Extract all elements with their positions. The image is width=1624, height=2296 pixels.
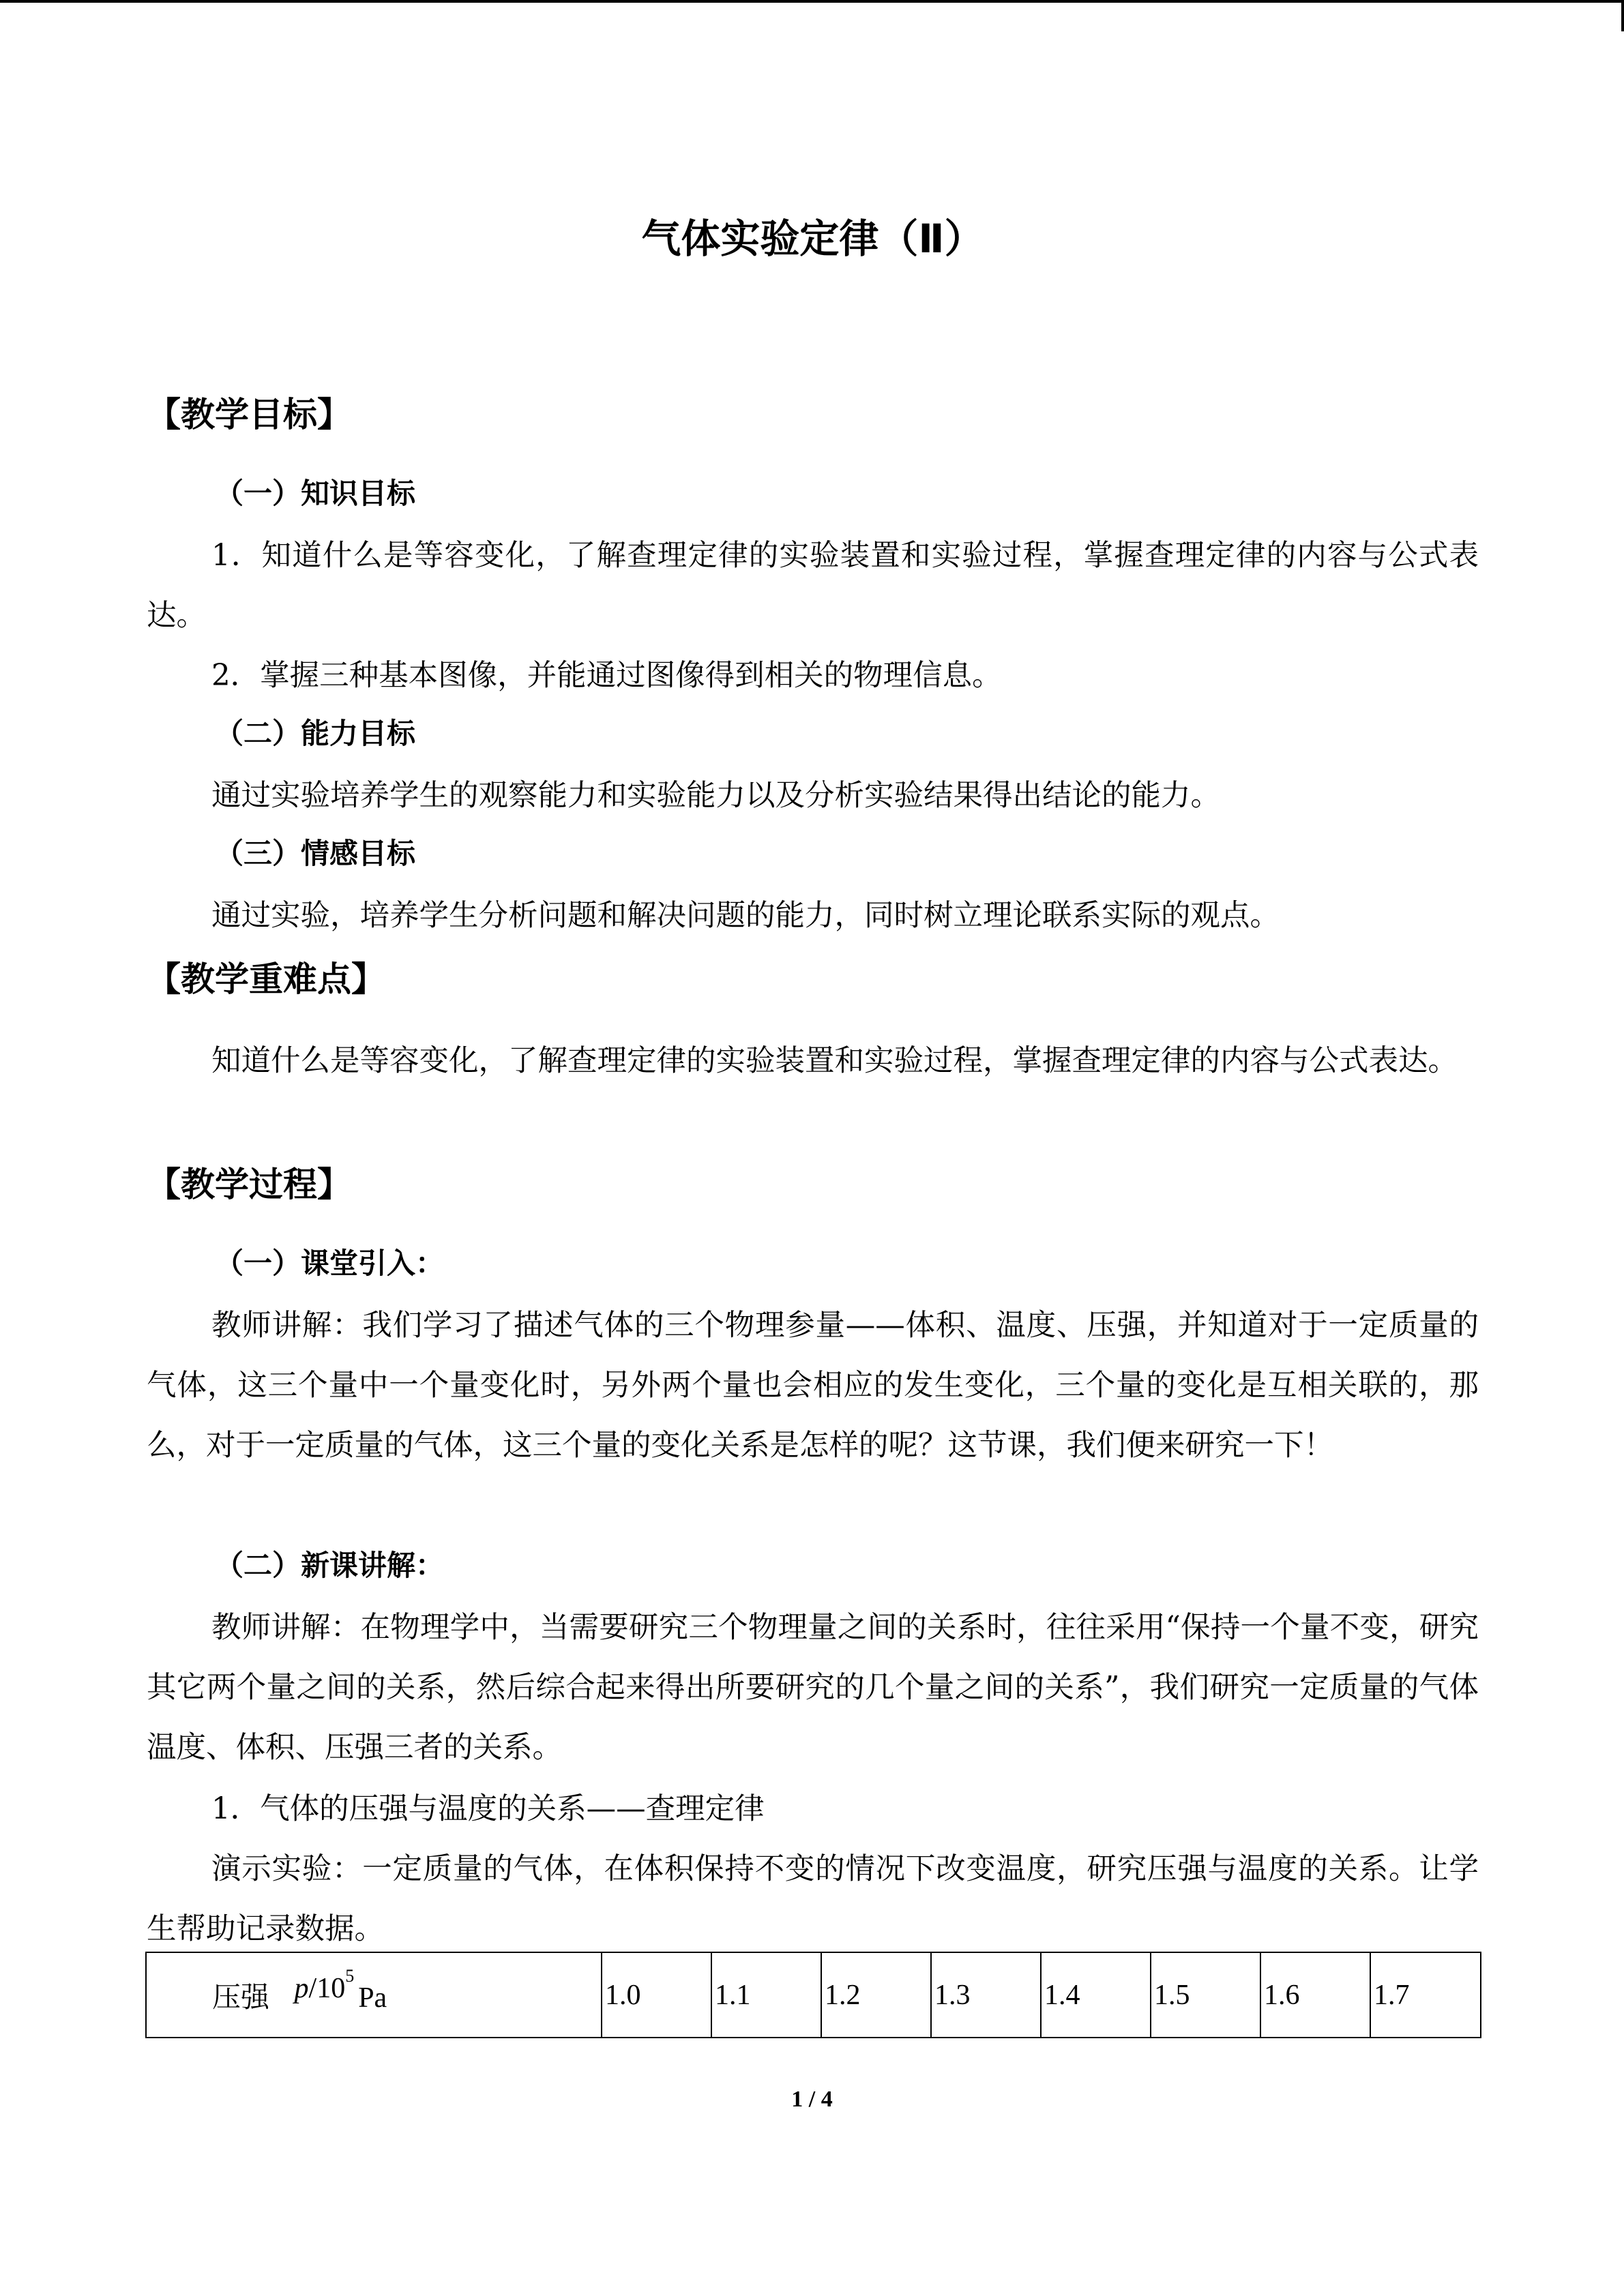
pressure-unit: Pa — [358, 1982, 387, 2014]
subheading-ability-objectives: （二）能力目标 — [215, 717, 416, 750]
pressure-exponent: 5 — [345, 1965, 355, 1986]
paragraph-ability: 通过实验培养学生的观察能力和实验能力以及分析实验结果得出结论的能力。 — [211, 779, 1220, 813]
pressure-symbol: p — [294, 1972, 309, 2004]
pressure-slash: / — [308, 1972, 317, 2004]
paragraph-knowledge-2: 2．掌握三种基本图像，并能通过图像得到相关的物理信息。 — [211, 659, 1002, 693]
right-border-line — [1621, 0, 1624, 31]
subheading-class-intro: （一）课堂引入： — [215, 1247, 445, 1280]
subheading-new-lesson: （二）新课讲解： — [215, 1549, 445, 1582]
paragraph-key-points: 知道什么是等容变化，了解查理定律的实验装置和实验过程，掌握查理定律的内容与公式表达。 — [211, 1044, 1458, 1078]
page-number: 1 / 4 — [791, 2087, 833, 2112]
pressure-base: 10 — [316, 1972, 346, 2004]
table-cell: 1.7 — [1370, 1952, 1481, 2038]
table-cell: 1.4 — [1041, 1952, 1151, 2038]
table-cell: 1.0 — [602, 1952, 711, 2038]
paragraph-knowledge-1: 1．知道什么是等容变化，了解查理定律的实验装置和实验过程，掌握查理定律的内容与公式表达。 — [147, 539, 1479, 633]
subheading-knowledge-objectives: （一）知识目标 — [215, 477, 416, 510]
pressure-label: 压强 — [212, 1980, 270, 2014]
paragraph-new-lesson: 教师讲解：在物理学中，当需要研究三个物理量之间的关系时，往往采用“保持一个量不变，研究其它两个量之间的关系，然后综合起来得出所要研究的几个量之间的关系”，我们研究一定质量的气体温度、体积、压强三者的关系。 — [147, 1611, 1479, 1765]
table-cell: 1.6 — [1260, 1952, 1370, 2038]
pressure-data-table — [145, 1952, 1481, 2038]
table-row — [146, 1952, 1481, 2038]
document-title: 气体实验定律（Ⅱ） — [641, 215, 984, 262]
table-cell: 1.1 — [711, 1952, 821, 2038]
paragraph-class-intro: 教师讲解：我们学习了描述气体的三个物理参量——体积、温度、压强，并知道对于一定质量的气体，这三个量中一个量变化时，另外两个量也会相应的发生变化，三个量的变化是互相关联的，那么，对于一定质量的气体，这三个量的变化关系是怎样的呢？这节课，我们便来研究一下！ — [147, 1309, 1479, 1463]
paragraph-item-1: 1．气体的压强与温度的关系——查理定律 — [211, 1792, 765, 1826]
paragraph-demo-experiment: 演示实验：一定质量的气体，在体积保持不变的情况下改变温度，研究压强与温度的关系。让学生帮助记录数据。 — [147, 1852, 1479, 1946]
paragraph-emotion: 通过实验，培养学生分析问题和解决问题的能力，同时树立理论联系实际的观点。 — [211, 899, 1280, 933]
table-label-cell — [146, 1952, 602, 2038]
section-heading-objectives: 【教学目标】 — [147, 395, 351, 434]
table-cell: 1.2 — [821, 1952, 931, 2038]
table-cell: 1.5 — [1151, 1952, 1260, 2038]
section-heading-process: 【教学过程】 — [147, 1165, 351, 1204]
table-cell: 1.3 — [931, 1952, 1041, 2038]
top-border-line — [0, 0, 1624, 3]
subheading-emotion-objectives: （三）情感目标 — [215, 837, 416, 870]
section-heading-key-points: 【教学重难点】 — [147, 959, 385, 999]
